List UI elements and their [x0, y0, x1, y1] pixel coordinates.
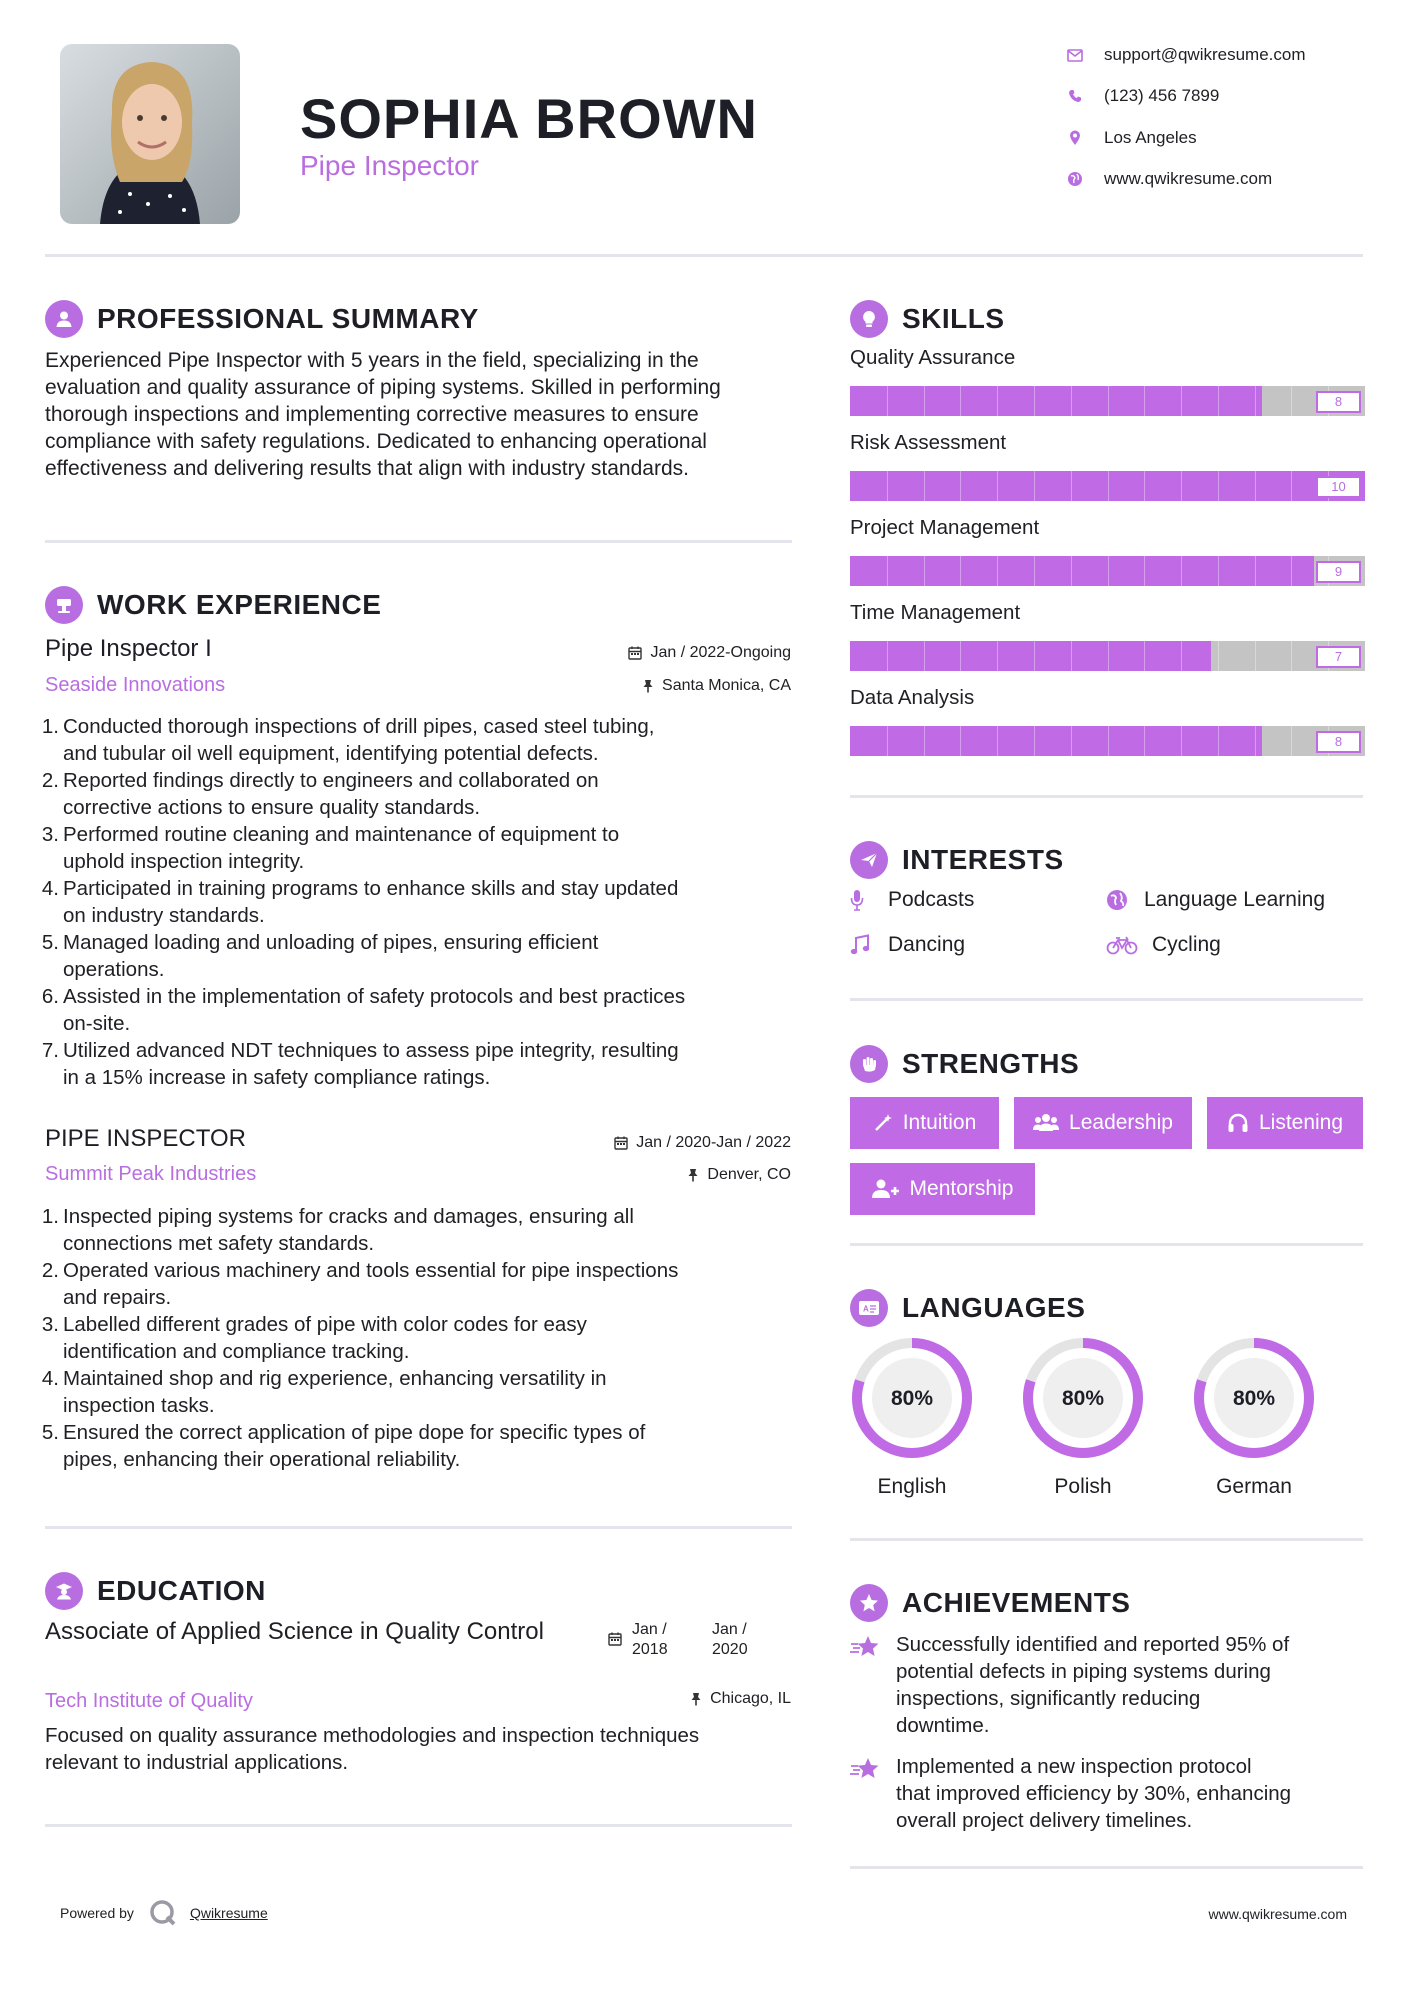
- skill-bar-segment: [1144, 386, 1145, 416]
- skill-bar-segment: [1108, 471, 1109, 501]
- duty-line: Reported findings directly to engineers and collaborated on: [63, 769, 599, 792]
- user-icon: [45, 300, 83, 338]
- duty-line: on-site.: [63, 1012, 131, 1035]
- skill-bar-segment: [887, 556, 888, 586]
- skill-bar-segment: [1218, 471, 1219, 501]
- duty-item: [30, 1419, 800, 1473]
- skill-bar-segment: [1034, 641, 1035, 671]
- skill-name: Data Analysis: [850, 686, 975, 709]
- star-icon: [850, 1631, 896, 1739]
- duty-line: identification and compliance tracking.: [63, 1340, 410, 1363]
- duty-line: corrective actions to ensure quality standards.: [63, 796, 481, 819]
- duty-item: [30, 713, 800, 767]
- briefcase-icon: [45, 586, 83, 624]
- duty-item: [30, 929, 800, 983]
- qwikresume-link[interactable]: Qwikresume: [189, 1905, 268, 1921]
- language-item: [1192, 1336, 1316, 1499]
- duty-line: Performed routine cleaning and maintenance of equipment to: [63, 823, 620, 846]
- duty-line: uphold inspection integrity.: [63, 850, 305, 873]
- job-duties-list: [30, 713, 800, 1091]
- achievement-text: [896, 1753, 1291, 1834]
- skill-bar-segment: [1255, 471, 1256, 501]
- duty-item: [30, 1311, 800, 1365]
- phone-icon: [1064, 85, 1086, 107]
- qwikresume-logo-icon: [148, 1898, 178, 1928]
- skill-bar-segment: [1181, 556, 1182, 586]
- globe-icon: [1064, 168, 1086, 190]
- skill-bar-segment: [997, 386, 998, 416]
- candidate-name: SOPHIA BROWN: [300, 87, 758, 150]
- education-heading: EDUCATION: [45, 1572, 266, 1610]
- achievements-divider: [850, 1866, 1363, 1869]
- interest-item: Language Learning: [1106, 888, 1325, 912]
- degree-title: Associate of Applied Science in Quality Control: [45, 1618, 544, 1645]
- skill-bar-segment: [924, 471, 925, 501]
- education-divider: [45, 1824, 792, 1827]
- skill-bar-segment: [960, 641, 961, 671]
- candidate-role: Pipe Inspector: [300, 150, 479, 181]
- skills-heading: SKILLS: [850, 300, 1005, 338]
- skill-score: 9: [1316, 561, 1361, 583]
- skill-score: 8: [1316, 391, 1361, 413]
- skill-bar-segment: [1108, 641, 1109, 671]
- skill-bar-segment: [1034, 556, 1035, 586]
- language-item: [850, 1336, 974, 1499]
- duty-number: 5.: [41, 931, 59, 954]
- skill-bar-segment: [887, 726, 888, 756]
- experience-divider: [45, 1526, 792, 1529]
- duty-number: 6.: [41, 985, 59, 1008]
- skill-bar-segment: [1291, 471, 1292, 501]
- star-icon: [850, 1753, 896, 1834]
- duty-item: [30, 1365, 800, 1419]
- duty-number: 5.: [41, 1421, 59, 1444]
- pushpin-icon: [642, 679, 654, 693]
- strength-tag-listening: Listening: [1207, 1097, 1363, 1149]
- skill-bar-segment: [1218, 641, 1219, 671]
- contact-email[interactable]: [1064, 40, 1306, 70]
- strengths-heading: STRENGTHS: [850, 1045, 1079, 1083]
- email-text: support@qwikresume.com: [1104, 45, 1306, 64]
- duty-line: operations.: [63, 958, 165, 981]
- skill-bar-segment: [1071, 471, 1072, 501]
- skill-name: Time Management: [850, 601, 1021, 624]
- skill-name: Quality Assurance: [850, 346, 1016, 369]
- job-duties-list: [30, 1203, 800, 1473]
- skill-bar-segment: [1255, 386, 1256, 416]
- music-note-icon: [850, 934, 878, 956]
- skill-bar-segment: [887, 471, 888, 501]
- bicycle-icon: [1106, 935, 1142, 955]
- languages-divider: [850, 1538, 1363, 1541]
- skill-bar-segment: [1218, 726, 1219, 756]
- skill-bar-segment: [1218, 386, 1219, 416]
- skill-bar-segment: [1071, 556, 1072, 586]
- duty-line: Maintained shop and rig experience, enhancing versatility in: [63, 1367, 607, 1390]
- duty-line: inspection tasks.: [63, 1394, 215, 1417]
- skill-bar: [850, 641, 1365, 671]
- achievement-item: [850, 1631, 1360, 1739]
- footer-website[interactable]: www.qwikresume.com: [1208, 1906, 1347, 1922]
- duty-number: 1.: [41, 1205, 59, 1228]
- duty-number: 4.: [41, 877, 59, 900]
- skill-bar: [850, 386, 1365, 416]
- duty-text: [63, 1311, 587, 1365]
- skill-bar-segment: [1144, 471, 1145, 501]
- users-icon: [1033, 1113, 1059, 1133]
- language-item: [1021, 1336, 1145, 1499]
- job-location: Santa Monica, CA: [642, 677, 791, 695]
- skill-bar-segment: [1034, 386, 1035, 416]
- achievement-line: Successfully identified and reported 95% of: [896, 1633, 1290, 1656]
- graduate-icon: [45, 1572, 83, 1610]
- skill-bar-segment: [960, 471, 961, 501]
- skill-bar-segment: [1034, 471, 1035, 501]
- interest-item: Dancing: [850, 933, 965, 957]
- duty-line: Conducted thorough inspections of drill pipes, cased steel tubing,: [63, 715, 655, 738]
- job-location: Denver, CO: [687, 1166, 791, 1184]
- skill-bar: [850, 556, 1365, 586]
- job-title: Pipe Inspector I: [45, 635, 212, 662]
- achievement-text: [896, 1631, 1289, 1739]
- skill-bar-segment: [887, 641, 888, 671]
- skill-bar-segment: [1181, 471, 1182, 501]
- duty-line: Inspected piping systems for cracks and damages, ensuring all: [63, 1205, 634, 1228]
- skill-bar-segment: [1034, 726, 1035, 756]
- skill-bar-segment: [1291, 386, 1292, 416]
- job-date: Jan / 2020-Jan / 2022: [614, 1134, 791, 1152]
- duty-line: Utilized advanced NDT techniques to assess pipe integrity, resulting: [63, 1039, 679, 1062]
- job-title: PIPE INSPECTOR: [45, 1125, 246, 1152]
- skill-bar-segment: [924, 386, 925, 416]
- skill-bar-segment: [1071, 386, 1072, 416]
- duty-line: in a 15% increase in safety compliance ratings.: [63, 1066, 491, 1089]
- duty-line: Operated various machinery and tools essential for pipe inspections: [63, 1259, 679, 1282]
- duty-text: [63, 1203, 634, 1257]
- duty-item: [30, 875, 800, 929]
- powered-by: Powered by Qwikresume: [60, 1898, 268, 1928]
- skill-bar-segment: [1255, 556, 1256, 586]
- contact-phone[interactable]: [1064, 81, 1219, 111]
- skill-bar-segment: [997, 641, 998, 671]
- duty-line: Ensured the correct application of pipe dope for specific types of: [63, 1421, 646, 1444]
- duty-number: 4.: [41, 1367, 59, 1390]
- duty-line: pipes, enhancing their operational reliability.: [63, 1448, 461, 1471]
- skill-bar-segment: [1291, 726, 1292, 756]
- achievement-line: potential defects in piping systems during: [896, 1660, 1271, 1683]
- website-text: www.qwikresume.com: [1104, 169, 1273, 188]
- skill-bar-segment: [1181, 641, 1182, 671]
- skill-name: Risk Assessment: [850, 431, 1007, 454]
- duty-line: connections met safety standards.: [63, 1232, 375, 1255]
- star-badge-icon: [850, 1584, 888, 1622]
- achievement-line: overall project delivery timelines.: [896, 1809, 1193, 1832]
- duty-item: [30, 1037, 800, 1091]
- duty-text: [63, 713, 654, 767]
- summary-text: Experienced Pipe Inspector with 5 years in the field, specializing in the evaluation and quality assurance of piping systems. Skilled in performing thorough inspections and implementing corrective measures to ensure compliance with safety regulations. Dedicated to enhancing operational effectiveness and delivering results that align with industry standards.: [45, 349, 721, 480]
- interests-divider: [850, 998, 1363, 1001]
- skill-bar-segment: [997, 726, 998, 756]
- language-percent: 80%: [1061, 1387, 1105, 1410]
- duty-number: 3.: [41, 1313, 59, 1336]
- skill-bar-segment: [960, 386, 961, 416]
- calendar-icon: [608, 1632, 622, 1646]
- lightbulb-icon: [850, 300, 888, 338]
- achievement-line: Implemented a new inspection protocol: [896, 1755, 1252, 1778]
- strength-tag-mentorship: Mentorship: [850, 1163, 1035, 1215]
- school-name: Tech Institute of Quality: [45, 1690, 253, 1712]
- duty-text: [63, 1419, 645, 1473]
- duty-text: [63, 821, 619, 875]
- microphone-icon: [850, 889, 878, 911]
- pushpin-icon: [690, 1692, 702, 1706]
- duty-line: and tubular oil well equipment, identifying potential defects.: [63, 742, 599, 765]
- duty-item: [30, 1203, 800, 1257]
- duty-text: [63, 767, 599, 821]
- job-date: Jan / 2022-Ongoing: [628, 644, 791, 662]
- duty-text: [63, 929, 598, 983]
- duty-text: [63, 1365, 607, 1419]
- skill-bar-segment: [1108, 556, 1109, 586]
- globe-icon: [1106, 889, 1134, 911]
- language-name: English: [877, 1475, 947, 1498]
- svg-text:A: A: [863, 1304, 869, 1314]
- skill-score: 7: [1316, 646, 1361, 668]
- duty-line: Managed loading and unloading of pipes, ensuring efficient: [63, 931, 599, 954]
- skill-bar-segment: [1108, 726, 1109, 756]
- education-end-date: Jan / 2020: [712, 1621, 748, 1658]
- achievement-line: inspections, significantly reducing: [896, 1687, 1201, 1710]
- skills-divider: [850, 795, 1363, 798]
- skill-bar-segment: [1071, 726, 1072, 756]
- language-name: Polish: [1054, 1475, 1112, 1498]
- language-percent: 80%: [1232, 1387, 1276, 1410]
- skill-bar-segment: [1144, 641, 1145, 671]
- duty-number: 2.: [41, 769, 59, 792]
- paper-plane-icon: [850, 841, 888, 879]
- skill-bar: [850, 471, 1365, 501]
- duty-number: 1.: [41, 715, 59, 738]
- skill-score: 8: [1316, 731, 1361, 753]
- duty-item: [30, 983, 800, 1037]
- duty-text: [63, 875, 678, 929]
- duty-text: [63, 983, 685, 1037]
- interests-heading: INTERESTS: [850, 841, 1064, 879]
- location-text: Los Angeles: [1104, 128, 1197, 147]
- achievement-item: [850, 1753, 1360, 1834]
- duty-text: [63, 1257, 678, 1311]
- skill-bar-segment: [924, 641, 925, 671]
- magic-wand-icon: [873, 1113, 893, 1133]
- achievements-heading: ACHIEVEMENTS: [850, 1584, 1130, 1622]
- duty-number: 3.: [41, 823, 59, 846]
- education-description: Focused on quality assurance methodologies and inspection techniques relevant to industrial applications.: [45, 1724, 700, 1774]
- skill-bar-segment: [1181, 726, 1182, 756]
- duty-line: Participated in training programs to enhance skills and stay updated: [63, 877, 679, 900]
- language-progress-ring: [1192, 1336, 1316, 1460]
- duty-item: [30, 767, 800, 821]
- skill-bar-fill: [850, 556, 1314, 586]
- skill-bar-segment: [997, 556, 998, 586]
- language-card-icon: [850, 1289, 888, 1327]
- pushpin-icon: [687, 1168, 699, 1182]
- skill-bar-segment: [997, 471, 998, 501]
- strength-tag-leadership: Leadership: [1014, 1097, 1192, 1149]
- skill-bar-fill: [850, 386, 1262, 416]
- achievement-line: downtime.: [896, 1714, 990, 1737]
- calendar-icon: [628, 646, 642, 660]
- experience-heading: WORK EXPERIENCE: [45, 586, 381, 624]
- skill-bar-segment: [1144, 726, 1145, 756]
- summary-heading: PROFESSIONAL SUMMARY: [45, 300, 479, 338]
- profile-photo: [60, 44, 240, 224]
- skill-bar-segment: [924, 726, 925, 756]
- education-location: Chicago, IL: [690, 1690, 791, 1708]
- duty-item: [30, 1257, 800, 1311]
- summary-divider: [45, 540, 792, 543]
- interest-item: Podcasts: [850, 888, 974, 912]
- skill-bar-segment: [887, 386, 888, 416]
- skill-bar: [850, 726, 1365, 756]
- skill-bar-segment: [1108, 386, 1109, 416]
- header-divider: [45, 254, 1363, 257]
- skill-bar-segment: [1181, 386, 1182, 416]
- achievement-line: that improved efficiency by 30%, enhancing: [896, 1782, 1292, 1805]
- strength-tag-intuition: Intuition: [850, 1097, 999, 1149]
- contact-website[interactable]: [1064, 164, 1272, 194]
- duty-number: 2.: [41, 1259, 59, 1282]
- skill-bar-segment: [960, 726, 961, 756]
- skill-bar-segment: [960, 556, 961, 586]
- skill-score: 10: [1316, 476, 1361, 498]
- language-percent: 80%: [890, 1387, 934, 1410]
- phone-text: (123) 456 7899: [1104, 86, 1220, 105]
- user-plus-icon: [872, 1179, 900, 1199]
- skill-bar-segment: [1291, 556, 1292, 586]
- skill-bar-segment: [1291, 641, 1292, 671]
- duty-line: Labelled different grades of pipe with color codes for easy: [63, 1313, 587, 1336]
- skill-bar-segment: [1144, 556, 1145, 586]
- duty-line: Assisted in the implementation of safety protocols and best practices: [63, 985, 686, 1008]
- fist-icon: [850, 1045, 888, 1083]
- duty-text: [63, 1037, 679, 1091]
- interest-item: Cycling: [1106, 933, 1221, 957]
- language-progress-ring: [1021, 1336, 1145, 1460]
- calendar-icon: [614, 1136, 628, 1150]
- duty-line: and repairs.: [63, 1286, 172, 1309]
- headphones-icon: [1227, 1113, 1249, 1133]
- education-start-date: Jan / 2018: [632, 1621, 668, 1658]
- skill-name: Project Management: [850, 516, 1040, 539]
- strengths-divider: [850, 1243, 1363, 1246]
- skill-bar-fill: [850, 641, 1211, 671]
- company-name: Summit Peak Industries: [45, 1163, 257, 1185]
- company-name: Seaside Innovations: [45, 674, 226, 696]
- skill-bar-segment: [1255, 641, 1256, 671]
- envelope-icon: [1064, 44, 1086, 66]
- language-name: German: [1216, 1475, 1292, 1498]
- duty-number: 7.: [41, 1039, 59, 1062]
- skill-bar-segment: [1255, 726, 1256, 756]
- skill-bar-fill: [850, 726, 1262, 756]
- map-pin-icon: [1064, 127, 1086, 149]
- skill-bar-segment: [924, 556, 925, 586]
- skill-bar-segment: [1071, 641, 1072, 671]
- contact-location: [1064, 123, 1197, 153]
- duty-line: on industry standards.: [63, 904, 265, 927]
- skill-bar-segment: [1218, 556, 1219, 586]
- languages-heading: A LANGUAGES: [850, 1289, 1085, 1327]
- language-progress-ring: [850, 1336, 974, 1460]
- duty-item: [30, 821, 800, 875]
